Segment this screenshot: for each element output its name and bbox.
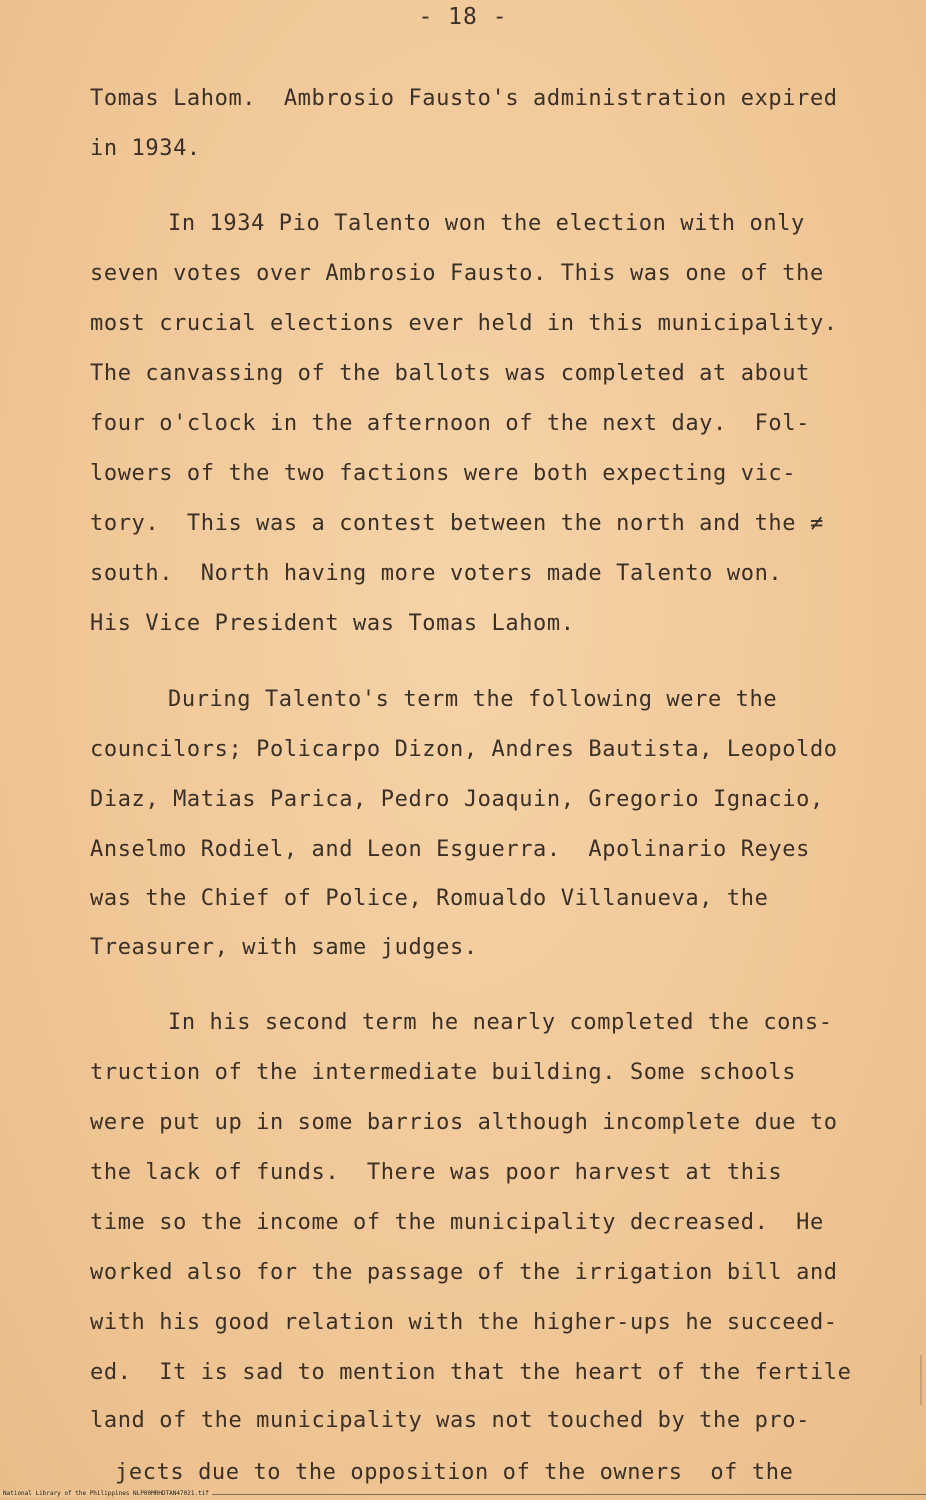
text-line: the lack of funds. There was poor harvest at this [90,1160,783,1185]
text-line: land of the municipality was not touched by the pro- [90,1408,810,1433]
page-edge-mark [920,1355,922,1405]
page-number: - 18 - [418,4,508,30]
text-line: seven votes over Ambrosio Fausto. This was one of the [90,261,824,286]
text-line: worked also for the passage of the irrigation bill and [90,1260,838,1285]
text-line: was the Chief of Police, Romualdo Villanueva, the [90,886,769,911]
text-line: time so the income of the municipality decreased. He [90,1210,824,1235]
scan-footer [0,1490,926,1498]
text-line: lowers of the two factions were both expecting vic- [90,461,797,486]
paragraph-start-line: During Talento's term the following were the [168,687,778,712]
text-line: His Vice President was Tomas Lahom. [90,611,575,636]
paragraph-start-line: In 1934 Pio Talento won the election with only [168,211,805,236]
text-line: with his good relation with the higher-ups he succeed- [90,1310,838,1335]
text-line: truction of the intermediate building. Some schools [90,1060,797,1085]
text-line: Tomas Lahom. Ambrosio Fausto's administration expired [90,86,838,111]
text-line: four o'clock in the afternoon of the next day. Fol- [90,411,810,436]
scan-footer-text: National Library of the Philippines NLP00MRHDTAN47021.tif [0,1490,212,1497]
text-line: Diaz, Matias Parica, Pedro Joaquin, Gregorio Ignacio, [90,787,824,812]
text-line: tory. This was a contest between the north and the ≠ [90,511,824,536]
text-line: Treasurer, with same judges. [90,935,478,960]
text-line: were put up in some barrios although incomplete due to [90,1110,838,1135]
text-line: Anselmo Rodiel, and Leon Esguerra. Apolinario Reyes [90,837,810,862]
text-line: councilors; Policarpo Dizon, Andres Bautista, Leopoldo [90,737,838,762]
text-line: in 1934. [90,136,201,161]
text-line: south. North having more voters made Talento won. [90,561,783,586]
text-line: ed. It is sad to mention that the heart of the fertile [90,1360,852,1385]
text-line: jects due to the opposition of the owners of the [115,1460,794,1485]
text-line: most crucial elections ever held in this municipality. [90,311,838,336]
text-line: The canvassing of the ballots was completed at about [90,361,810,386]
paragraph-start-line: In his second term he nearly completed the cons- [168,1010,833,1035]
